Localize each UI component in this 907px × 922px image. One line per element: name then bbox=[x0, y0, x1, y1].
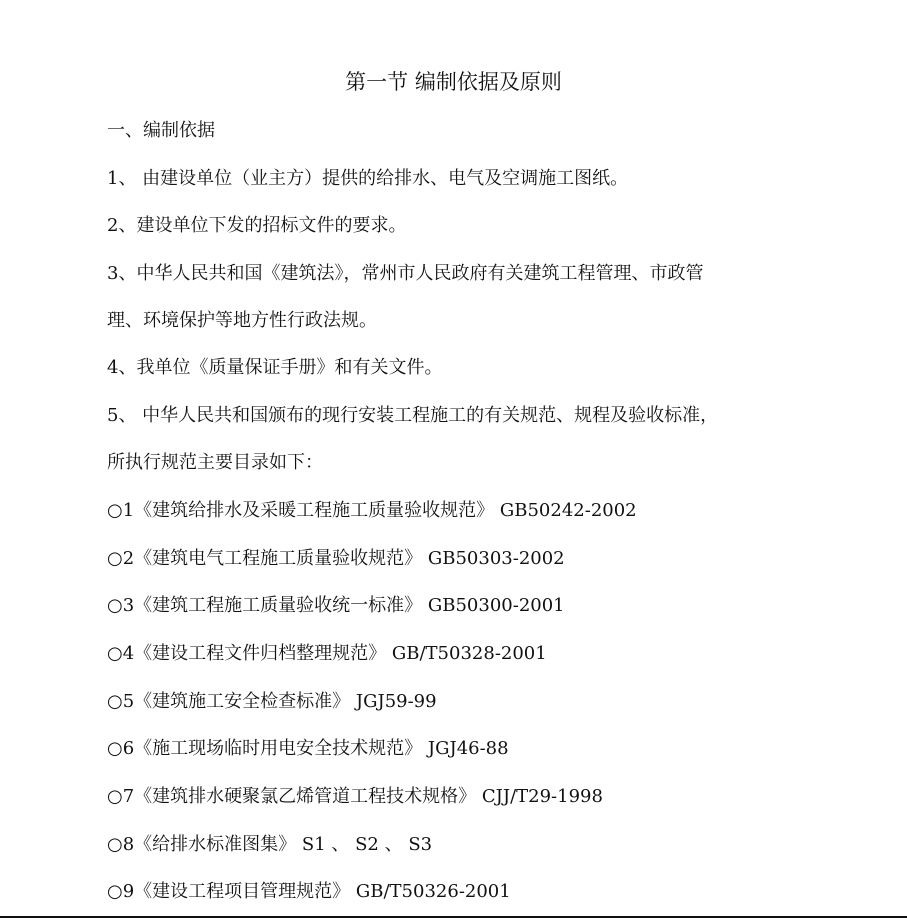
standard-item: ○6《施工现场临时用电安全技术规范》 JGJ46-88 bbox=[107, 738, 509, 759]
paragraph-5-line-2: 所执行规范主要目录如下： bbox=[107, 452, 323, 473]
section-title: 第一节 编制依据及原则 bbox=[345, 70, 562, 94]
standard-item: ○8《给排水标准图集》 S1 、 S2 、 S3 bbox=[107, 834, 433, 855]
page-bottom-border bbox=[0, 916, 907, 918]
paragraph-2: 2、建设单位下发的招标文件的要求。 bbox=[107, 215, 407, 236]
standard-item: ○1《建筑给排水及采暖工程施工质量验收规范》 GB50242-2002 bbox=[107, 500, 637, 521]
paragraph-4: 4、我单位《质量保证手册》和有关文件。 bbox=[107, 357, 443, 378]
heading-basis: 一、编制依据 bbox=[107, 120, 215, 141]
paragraph-1: 1、 由建设单位（业主方）提供的给排水、电气及空调施工图纸。 bbox=[107, 168, 629, 189]
paragraph-3-line-2: 理、环境保护等地方性行政法规。 bbox=[107, 310, 377, 331]
standard-item: ○7《建筑排水硬聚氯乙烯管道工程技术规格》 CJJ/T29-1998 bbox=[107, 786, 603, 807]
standard-item: ○3《建筑工程施工质量验收统一标准》 GB50300-2001 bbox=[107, 595, 565, 616]
standard-item: ○9《建设工程项目管理规范》 GB/T50326-2001 bbox=[107, 881, 511, 902]
standard-item: ○4《建设工程文件归档整理规范》 GB/T50328-2001 bbox=[107, 643, 547, 664]
standard-item: ○5《建筑施工安全检查标准》 JGJ59-99 bbox=[107, 691, 437, 712]
standard-item: ○2《建筑电气工程施工质量验收规范》 GB50303-2002 bbox=[107, 548, 565, 569]
paragraph-3-line-1: 3、中华人民共和国《建筑法》，常州市人民政府有关建筑工程管理、市政管 bbox=[107, 263, 704, 284]
paragraph-5-line-1: 5、 中华人民共和国颁布的现行安装工程施工的有关规范、规程及验收标准， bbox=[107, 405, 719, 426]
